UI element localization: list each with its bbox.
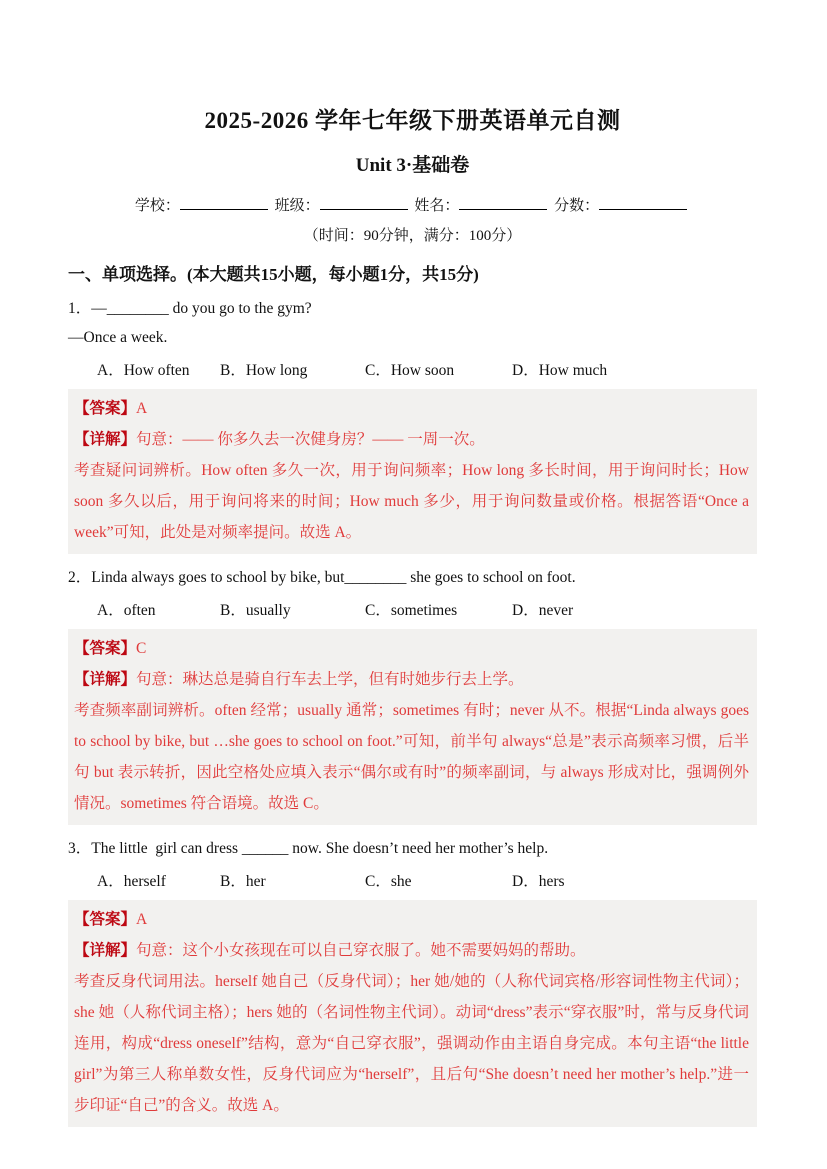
option-b: B．How long [220, 362, 308, 379]
question-3-stem: 3．The little girl can dress ______ now. She doesn’t need her mother’s help. [68, 840, 549, 857]
option-b: B．usually [220, 602, 291, 619]
school-blank-line [180, 194, 268, 210]
option-a: A．herself [97, 873, 166, 890]
option-c: C．sometimes [365, 602, 458, 619]
answer-label: 【答案】 [74, 400, 137, 417]
answer-value: A [136, 400, 148, 417]
question-2 [68, 565, 757, 825]
answer-line [74, 904, 749, 935]
answer-label: 【答案】 [74, 911, 137, 928]
answer-value: C [136, 640, 147, 657]
analysis-text: 考查疑问词辨析。How often 多久一次，用于询问频率；How long 多长时间，用于询问时长；How soon 多久以后，用于询问将来的时间；How much 多少，用于询问数量或价格。根据答语“Once a week”可知，此处是对频率提问。故选 A。 [74, 462, 753, 541]
question-2-answer-block [68, 629, 757, 825]
question-3-options [68, 869, 757, 891]
question-3 [68, 836, 757, 1127]
detail-line [74, 664, 749, 695]
question-1-stem: 1．—________ do you go to the gym? [68, 300, 312, 317]
question-1 [68, 296, 757, 554]
analysis-text: 考查反身代词用法。herself 她自己（反身代词）；her 她/她的（人称代词宾格/形容词性物主代词）；she 她（人称代词主格）；hers 她的（名词性物主代词）。动词“dress”表示“穿衣服”时，常与反身代词连用，构成“dress oneself”结构，意为“自己穿衣服”，强调动作由主语自身完成。本句主语“the little girl”为第三人称单数女性，反身代词应为“herself”，且后句“She doesn’t need her mother’s help.”进一步印证“自己”的含义。故选 A。 [74, 973, 757, 1114]
option-d: D．never [512, 602, 574, 619]
detail-text: 句意：这个小女孩现在可以自己穿衣服了。她不需要妈妈的帮助。 [136, 942, 586, 959]
section-heading: 一、单项选择。(本大题共15小题，每小题1分，共15分) [68, 265, 479, 284]
score-blank-line [599, 194, 687, 210]
detail-line [74, 935, 749, 966]
answer-value: A [136, 911, 148, 928]
answer-label: 【答案】 [74, 640, 137, 657]
answer-line [74, 393, 749, 424]
option-c: C．she [365, 873, 412, 890]
question-2-stem: 2．Linda always goes to school by bike, but________ she goes to school on foot. [68, 569, 576, 586]
page-title: 2025-2026 学年七年级下册英语单元自测 [204, 108, 621, 133]
option-d: D．hers [512, 873, 565, 890]
name-field-label: 姓名： [414, 198, 460, 214]
question-2-options [68, 598, 757, 620]
question-3-answer-block [68, 900, 757, 1127]
class-blank-line [320, 194, 408, 210]
school-field-label: 学校： [134, 198, 180, 214]
class-field-label: 班级： [274, 198, 320, 214]
time-score-meta: （时间：90分钟，满分：100分） [303, 228, 522, 244]
question-1-options [68, 358, 757, 380]
detail-text: 句意：—— 你多久去一次健身房？—— 一周一次。 [136, 431, 485, 448]
question-1-reply: —Once a week. [68, 329, 168, 346]
detail-text: 句意：琳达总是骑自行车去上学，但有时她步行去上学。 [136, 671, 524, 688]
detail-label: 【详解】 [74, 431, 137, 448]
detail-label: 【详解】 [74, 942, 137, 959]
detail-label: 【详解】 [74, 671, 137, 688]
detail-line [74, 424, 749, 455]
option-b: B．her [220, 873, 266, 890]
student-info-row [68, 194, 757, 215]
name-blank-line [459, 194, 547, 210]
page-subtitle: Unit 3·基础卷 [355, 155, 470, 176]
question-1-answer-block [68, 389, 757, 554]
option-a: A．often [97, 602, 156, 619]
option-c: C．How soon [365, 362, 455, 379]
analysis-text: 考查频率副词辨析。often 经常；usually 通常；sometimes 有时；never 从不。根据“Linda always goes to school by bike, but …she goes to school on foot.”可知，前半句 always“总是”表示高频率习惯，后半句 but 表示转折，因此空格处应填入表示“偶尔或有时”的频率副词，与 always 形成对比，强调例外情况。sometimes 符合语境。故选 C。 [74, 702, 753, 812]
option-d: D．How much [512, 362, 608, 379]
option-a: A．How often [97, 362, 190, 379]
score-field-label: 分数： [554, 198, 600, 214]
answer-line [74, 633, 749, 664]
